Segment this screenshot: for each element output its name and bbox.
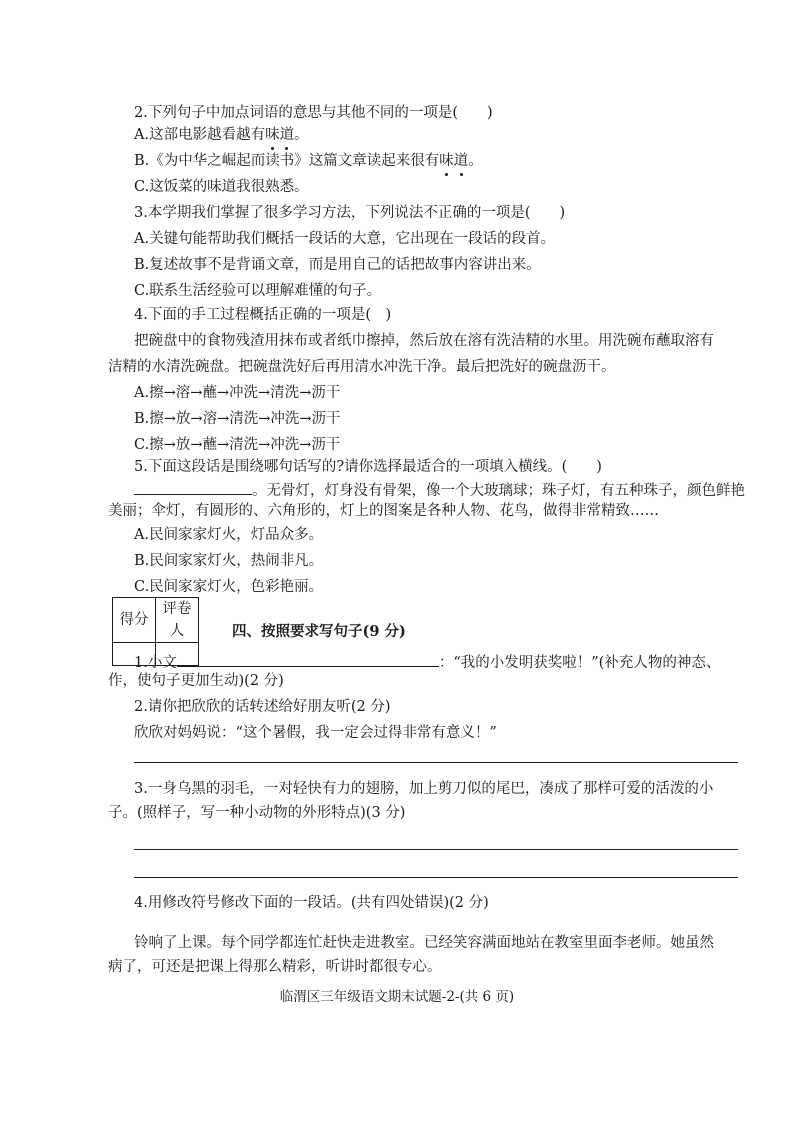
section4-title: 四、按照要求写句子(9 分) bbox=[232, 623, 406, 640]
q2-option-b bbox=[134, 151, 483, 171]
page-footer: 临渭区三年级语文期末试题-2-(共 6 页) bbox=[279, 989, 515, 1005]
s4-q4-stem: 4.用修改符号修改下面的一段话。(共有四处错误)(2 分) bbox=[134, 895, 489, 911]
q3-option-b: B.复述故事不是背诵文章，而是用自己的话把故事内容讲出来。 bbox=[134, 257, 541, 273]
q5-stem: 5.下面这段话是围绕哪句话写的?请你选择最适合的一项填入横线。( ) bbox=[134, 459, 602, 475]
q2-a-dotted-char: 味 bbox=[265, 127, 280, 143]
q5-option-a: A.民间家家灯火，灯品众多。 bbox=[134, 527, 324, 543]
q4-passage-line1: 把碗盘中的食物残渣用抹布或者纸巾擦掉，然后放在溶有洗洁精的水里。用洗碗布蘸取溶有 bbox=[134, 333, 714, 349]
q4-option-b: B.擦→放→溶→清洗→冲洗→沥干 bbox=[134, 411, 341, 427]
q2-stem: 2.下列句子中加点词语的意思与其他不同的一项是( ) bbox=[134, 105, 493, 121]
s4-q1-text: ：“我的小发明获奖啦！”(补充人物的神态、 bbox=[438, 655, 721, 671]
q2-a-dotted-char: 道 bbox=[279, 127, 295, 143]
q3-stem: 3.本学期我们掌握了很多学习方法，下列说法不正确的一项是( ) bbox=[134, 205, 566, 221]
q4-option-c: C.擦→放→蘸→清洗→冲洗→沥干 bbox=[134, 437, 341, 453]
q5-option-b: B.民间家家灯火，热闹非凡。 bbox=[134, 553, 324, 569]
s4-q1-line2: 作，使句子更加生动)(2 分) bbox=[108, 673, 284, 689]
q3-option-a: A.关键句能帮助我们概括一段话的大意，它出现在一段话的段首。 bbox=[134, 231, 556, 247]
q4-passage-line2: 洁精的水清洗碗盘。把碗盘洗好后再用清水冲洗干净。最后把洗好的碗盘沥干。 bbox=[108, 359, 616, 375]
s4-q4-passage-line1: 铃响了上课。每个同学都连忙赶快走进教室。已经笑容满面地站在教室里面李老师。她虽然 bbox=[134, 935, 714, 951]
q5-fill-blank[interactable] bbox=[134, 479, 252, 495]
s4-q2-quote: 欣欣对妈妈说：“这个暑假，我一定会过得非常有意义！” bbox=[134, 725, 497, 741]
q3-option-c: C.联系生活经验可以理解难懂的句子。 bbox=[134, 283, 382, 299]
q2-a-end: 。 bbox=[294, 127, 309, 143]
s4-q1-blank[interactable] bbox=[177, 651, 439, 667]
s4-q3-line1: 3.一身乌黑的羽毛，一对轻快有力的翅膀，加上剪刀似的尾巴，凑成了那样可爱的活泼的小 bbox=[134, 781, 714, 797]
s4-q1-line1 bbox=[134, 651, 720, 673]
q2-b-dotted-char: 道 bbox=[453, 153, 469, 169]
s4-q1-prefix: 1.小文 bbox=[134, 655, 177, 671]
score-header: 得分 bbox=[113, 598, 156, 643]
q4-option-a: A.擦→溶→蘸→冲洗→清洗→沥干 bbox=[134, 385, 341, 401]
s4-q3-answer-line-2[interactable] bbox=[134, 877, 738, 878]
q2-b-dotted-char: 味 bbox=[439, 153, 454, 169]
s4-q3-answer-line-1[interactable] bbox=[134, 849, 738, 850]
grader-header: 评卷人 bbox=[156, 598, 199, 643]
s4-q4-passage-line2: 病了，可还是把课上得那么精彩，听讲时都很专心。 bbox=[108, 959, 442, 975]
q2-a-text: A.这部电影越看越有 bbox=[134, 127, 266, 143]
q5-passage-text: 。无骨灯，灯身没有骨架，像一个大玻璃球；珠子灯，有五种珠子，颜色鲜艳 bbox=[252, 483, 745, 499]
s4-q2-stem: 2.请你把欣欣的话转述给好朋友听(2 分) bbox=[134, 699, 391, 715]
q4-stem: 4.下面的手工过程概括正确的一项是( ) bbox=[134, 307, 392, 323]
q2-option-a bbox=[134, 125, 309, 145]
q2-option-c: C.这饭菜的味道我很熟悉。 bbox=[134, 179, 309, 195]
q2-b-text: B.《为中华之崛起而读书》这篇文章读起来很有 bbox=[134, 153, 440, 169]
q5-passage-line1 bbox=[134, 479, 745, 501]
q5-passage-line2: 美丽；伞灯，有圆形的、六角形的，灯上的图案是各种人物、花鸟，做得非常精致…… bbox=[108, 503, 659, 519]
s4-q3-line2: 子。(照样子，写一种小动物的外形特点)(3 分) bbox=[108, 805, 406, 821]
q5-option-c: C.民间家家灯火，色彩艳丽。 bbox=[134, 579, 324, 595]
q2-b-end: 。 bbox=[468, 153, 483, 169]
s4-q2-answer-line[interactable] bbox=[134, 762, 738, 763]
